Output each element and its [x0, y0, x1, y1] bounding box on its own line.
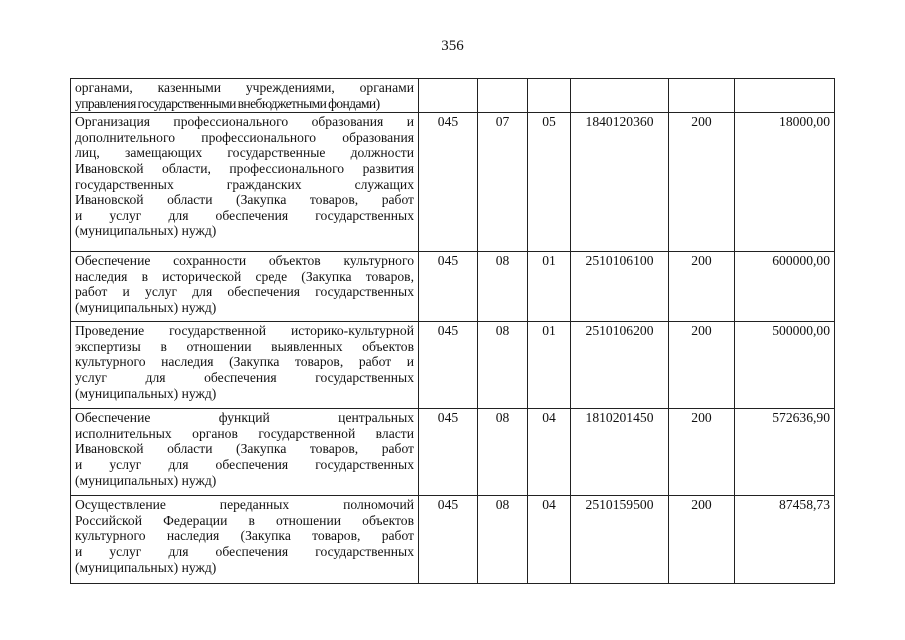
- description-line: (муниципальных) нужд): [75, 385, 217, 401]
- description-line: Организация профессионального образования и: [75, 114, 414, 130]
- cell-admin-code: 045: [419, 409, 478, 496]
- table-row: [71, 252, 835, 322]
- cell-amount: 500000,00: [735, 322, 835, 409]
- description-line: и услуг для обеспечения государственных: [75, 456, 414, 472]
- description-line: Обеспечение функций центральных: [75, 410, 414, 426]
- cell-target-article: 2510159500: [571, 496, 669, 584]
- description-line: дополнительного профессионального образования: [75, 129, 414, 145]
- budget-table: [70, 78, 835, 584]
- description-line: (муниципальных) нужд): [75, 299, 217, 315]
- cell-admin-code: 045: [419, 322, 478, 409]
- cell-subsection: [528, 79, 571, 113]
- cell-target-article: 1810201450: [571, 409, 669, 496]
- cell-expense-type: 200: [669, 496, 735, 584]
- table-row: [71, 409, 835, 496]
- description-line: услуг для обеспечения государственных: [75, 369, 414, 385]
- cell-amount: 18000,00: [735, 113, 835, 252]
- cell-subsection: 05: [528, 113, 571, 252]
- row-description: [71, 252, 419, 322]
- cell-subsection: 01: [528, 252, 571, 322]
- row-description: [71, 496, 419, 584]
- cell-admin-code: 045: [419, 496, 478, 584]
- description-line: управления государственными внебюджетными фондами): [75, 95, 380, 111]
- description-line: Ивановской области (Закупка товаров, работ: [75, 441, 414, 457]
- row-description: [71, 322, 419, 409]
- cell-amount: 572636,90: [735, 409, 835, 496]
- table-row: [71, 79, 835, 113]
- cell-expense-type: 200: [669, 113, 735, 252]
- cell-amount: 600000,00: [735, 252, 835, 322]
- cell-section: 08: [478, 252, 528, 322]
- cell-admin-code: 045: [419, 252, 478, 322]
- cell-section: 08: [478, 409, 528, 496]
- description-line: исполнительных органов государственной власти: [75, 425, 414, 441]
- description-line: Российской Федерации в отношении объектов: [75, 512, 414, 528]
- row-description: [71, 79, 419, 113]
- cell-section: 08: [478, 496, 528, 584]
- description-line: Ивановской области (Закупка товаров, работ: [75, 192, 414, 208]
- description-line: экспертизы в отношении выявленных объектов: [75, 338, 414, 354]
- description-line: (муниципальных) нужд): [75, 559, 217, 575]
- row-description: [71, 409, 419, 496]
- description-line: и услуг для обеспечения государственных: [75, 207, 414, 223]
- table-row: [71, 322, 835, 409]
- description-line: органами, казенными учреждениями, органами: [75, 80, 414, 95]
- description-line: Осуществление переданных полномочий: [75, 497, 414, 513]
- row-description: [71, 113, 419, 252]
- description-line: (муниципальных) нужд): [75, 472, 217, 488]
- cell-target-article: [571, 79, 669, 113]
- cell-amount: 87458,73: [735, 496, 835, 584]
- cell-section: 08: [478, 322, 528, 409]
- description-line: работ и услуг для обеспечения государственных: [75, 284, 414, 300]
- description-line: Ивановской области, профессионального развития: [75, 160, 414, 176]
- description-line: культурного наследия (Закупка товаров, работ и: [75, 354, 414, 370]
- description-line: Обеспечение сохранности объектов культурного: [75, 253, 414, 269]
- cell-admin-code: [419, 79, 478, 113]
- page-number: 356: [441, 38, 464, 54]
- cell-expense-type: 200: [669, 322, 735, 409]
- table-row: [71, 496, 835, 584]
- cell-target-article: 1840120360: [571, 113, 669, 252]
- description-line: государственных гражданских служащих: [75, 176, 414, 192]
- cell-section: 07: [478, 113, 528, 252]
- cell-expense-type: 200: [669, 409, 735, 496]
- cell-section: [478, 79, 528, 113]
- description-line: лиц, замещающих государственные должности: [75, 145, 414, 161]
- description-line: (муниципальных) нужд): [75, 223, 217, 239]
- table-row: [71, 113, 835, 252]
- cell-target-article: 2510106200: [571, 322, 669, 409]
- cell-expense-type: [669, 79, 735, 113]
- description-line: Проведение государственной историко-культурной: [75, 323, 414, 339]
- cell-expense-type: 200: [669, 252, 735, 322]
- description-line: наследия в исторической среде (Закупка товаров,: [75, 268, 414, 284]
- description-line: и услуг для обеспечения государственных: [75, 543, 414, 559]
- cell-target-article: 2510106100: [571, 252, 669, 322]
- cell-subsection: 04: [528, 409, 571, 496]
- cell-admin-code: 045: [419, 113, 478, 252]
- cell-subsection: 04: [528, 496, 571, 584]
- cell-subsection: 01: [528, 322, 571, 409]
- cell-amount: [735, 79, 835, 113]
- description-line: культурного наследия (Закупка товаров, работ: [75, 528, 414, 544]
